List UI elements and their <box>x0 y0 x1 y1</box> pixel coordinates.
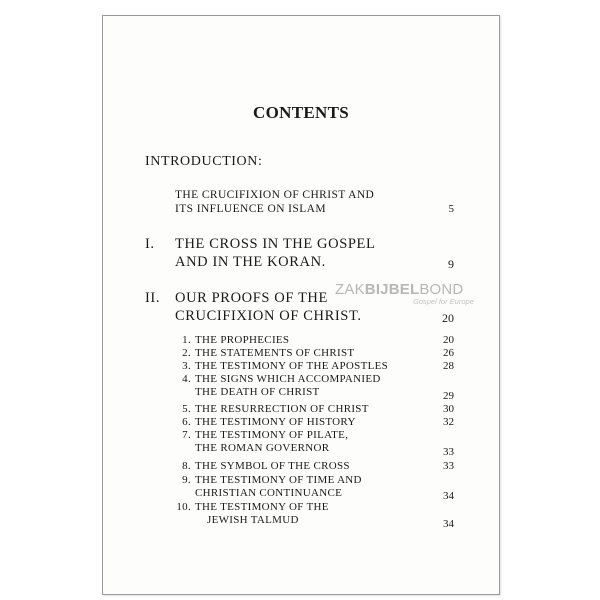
watermark-logo <box>335 281 474 306</box>
item-page-number: 30 <box>443 403 454 415</box>
section-numeral: II. <box>145 290 161 306</box>
item-number: 8. <box>182 460 191 472</box>
book-page <box>102 15 500 595</box>
item-title: THE SIGNS WHICH ACCOMPANIED <box>195 373 381 385</box>
item-page-number: 20 <box>443 334 454 346</box>
introduction-subtitle-line2: ITS INFLUENCE ON ISLAM <box>175 203 326 215</box>
item-title: THE ROMAN GOVERNOR <box>195 442 330 454</box>
item-title: THE RESURRECTION OF CHRIST <box>195 403 369 415</box>
item-page-number: 28 <box>443 360 454 372</box>
item-title: THE TESTIMONY OF HISTORY <box>195 416 356 428</box>
item-number: 1. <box>182 334 191 346</box>
item-number: 5. <box>182 403 191 415</box>
section-numeral: I. <box>145 236 155 252</box>
item-page-number: 29 <box>443 390 454 402</box>
section-page-number: 9 <box>448 257 454 271</box>
item-page-number: 32 <box>443 416 454 428</box>
item-title: CHRISTIAN CONTINUANCE <box>195 487 343 499</box>
item-number: 7. <box>182 429 191 441</box>
section-title-line1: THE CROSS IN THE GOSPEL <box>175 236 376 252</box>
section-title-line1: OUR PROOFS OF THE <box>175 290 328 306</box>
item-title: THE TESTIMONY OF PILATE, <box>195 429 349 441</box>
item-number: 9. <box>182 474 191 486</box>
contents-heading: CONTENTS <box>253 103 349 122</box>
item-title: THE TESTIMONY OF THE <box>195 501 329 513</box>
watermark-tagline: Gospel for Europe <box>413 297 474 306</box>
item-page-number: 34 <box>443 518 454 530</box>
introduction-label: INTRODUCTION: <box>145 154 263 169</box>
item-title: JEWISH TALMUD <box>207 514 299 526</box>
item-number: 4. <box>182 373 191 385</box>
item-number: 2. <box>182 347 191 359</box>
watermark-brand-end: BOND <box>419 281 464 298</box>
item-page-number: 33 <box>443 460 454 472</box>
item-title: THE STATEMENTS OF CHRIST <box>195 347 355 359</box>
item-page-number: 26 <box>443 347 454 359</box>
section-title-line2: AND IN THE KORAN. <box>175 254 326 270</box>
item-page-number: 33 <box>443 446 454 458</box>
introduction-page-number: 5 <box>448 203 454 215</box>
section-page-number: 20 <box>442 311 454 325</box>
watermark-brand-light: ZAK <box>335 281 365 298</box>
item-number: 6. <box>182 416 191 428</box>
item-title: THE DEATH OF CHRIST <box>195 386 320 398</box>
item-title: THE SYMBOL OF THE CROSS <box>195 460 350 472</box>
item-title: THE TESTIMONY OF THE APOSTLES <box>195 360 389 372</box>
item-number: 3. <box>182 360 191 372</box>
item-number: 10. <box>176 501 191 513</box>
item-page-number: 34 <box>443 490 454 502</box>
item-title: THE PROPHECIES <box>195 334 290 346</box>
section-title-line2: CRUCIFIXION OF CHRIST. <box>175 308 362 324</box>
item-title: THE TESTIMONY OF TIME AND <box>195 474 362 486</box>
introduction-subtitle-line1: THE CRUCIFIXION OF CHRIST AND <box>175 189 375 201</box>
watermark-brand-bold: BIJBEL <box>364 281 420 298</box>
